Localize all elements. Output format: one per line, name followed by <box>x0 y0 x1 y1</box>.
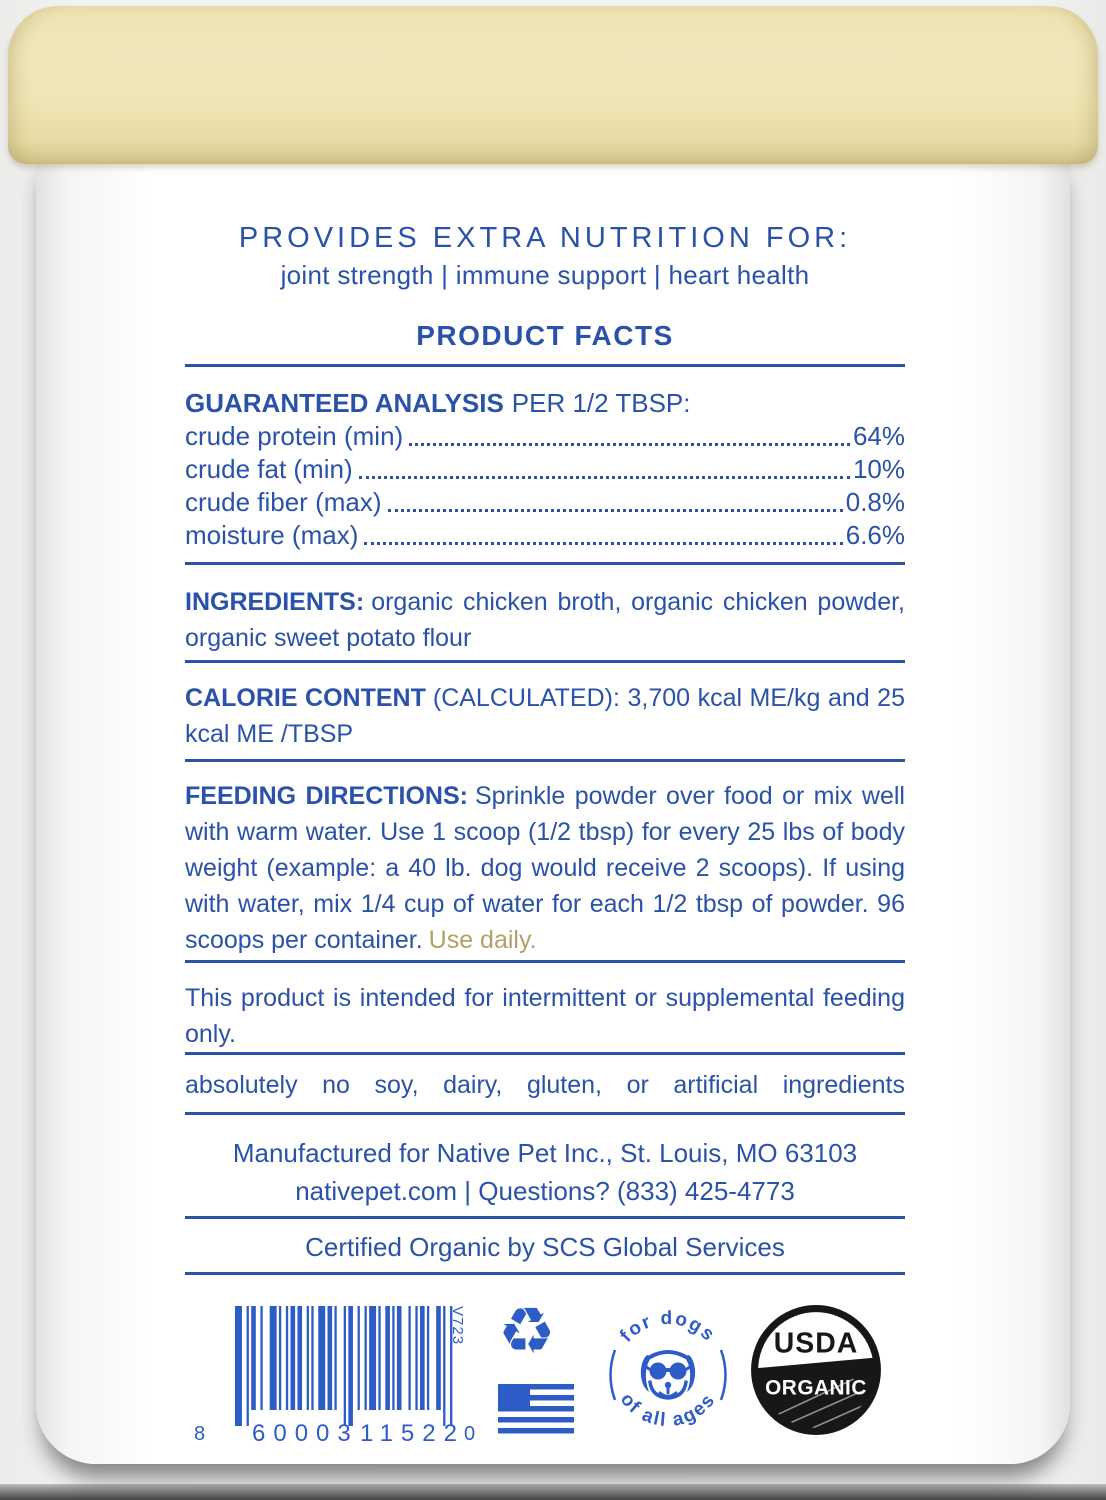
floor-shadow <box>0 1484 1106 1500</box>
dot-leader <box>388 509 843 512</box>
divider <box>185 364 905 367</box>
no-artificial-notice: absolutely no soy, dairy, gluten, or artificial ingredients <box>185 1071 905 1099</box>
divider <box>185 562 905 565</box>
analysis-label: moisture (max) <box>185 520 359 550</box>
divider <box>185 1112 905 1115</box>
contact-line: nativepet.com | Questions? (833) 425-4773 <box>295 1176 795 1206</box>
analysis-row <box>185 453 905 486</box>
barcode-side-code: V723 <box>449 1306 466 1346</box>
divider <box>185 1052 905 1055</box>
barcode-bars <box>212 1302 462 1436</box>
use-daily-highlight: Use daily. <box>428 926 537 954</box>
calorie-content-section <box>185 680 905 752</box>
provides-title: PROVIDES EXTRA NUTRITION FOR: <box>238 222 852 254</box>
analysis-row <box>185 519 905 552</box>
container-lid <box>8 6 1098 164</box>
analysis-row <box>185 486 905 519</box>
for-dogs-of-all-ages-badge <box>598 1294 738 1450</box>
analysis-value: 10% <box>852 454 905 484</box>
dog-badge-bottom-text: of all ages <box>615 1389 721 1432</box>
barcode-right-digit: 0 <box>464 1423 476 1445</box>
ingredients-label: INGREDIENTS: <box>185 588 365 616</box>
divider <box>185 960 905 963</box>
analysis-row <box>185 420 905 453</box>
guaranteed-analysis-heading-suffix: PER 1/2 TBSP: <box>511 388 691 418</box>
manufacturer-block <box>185 1134 905 1210</box>
analysis-value: 6.6% <box>845 520 905 550</box>
feeding-directions-text: Sprinkle powder over food or mix well with warm water. Use 1 scoop (1/2 tbsp) for every 25 lbs of body weight (example: a 40 lb. dog would receive 2 scoops). If using with water, mix 1/4 cup of water for each 1/2 tbsp of powder. 96 scoops per container. <box>185 782 905 954</box>
calorie-content-text: (CALCULATED): 3,700 kcal ME/kg and 25 kcal ME /TBSP <box>185 684 905 748</box>
us-flag-icon <box>498 1384 574 1434</box>
analysis-label: crude fat (min) <box>185 454 353 484</box>
barcode-left-digit: 8 <box>194 1423 206 1445</box>
usda-organic-seal <box>748 1302 884 1438</box>
dot-leader <box>364 542 842 545</box>
feeding-directions-label: FEEDING DIRECTIONS: <box>185 782 468 810</box>
guaranteed-analysis-heading-bold: GUARANTEED ANALYSIS <box>185 388 504 418</box>
ingredients-text: organic chicken broth, organic chicken powder, organic sweet potato flour <box>185 588 905 652</box>
barcode <box>194 1302 476 1448</box>
intermittent-feeding-notice: This product is intended for intermittent or supplemental feeding only. <box>185 984 905 1048</box>
organic-text: ORGANIC <box>765 1376 867 1400</box>
flag-canton <box>498 1384 530 1407</box>
ingredients-section <box>185 584 905 656</box>
divider <box>185 1272 905 1275</box>
calorie-content-label: CALORIE CONTENT <box>185 684 426 712</box>
divider <box>185 660 905 663</box>
barcode-digits-group2: 11522 <box>360 1420 465 1447</box>
product-facts-title: PRODUCT FACTS <box>416 320 674 351</box>
divider <box>185 1216 905 1219</box>
manufacturer-line: Manufactured for Native Pet Inc., St. Louis, MO 63103 <box>232 1138 858 1168</box>
feeding-directions-section <box>185 778 905 958</box>
analysis-value: 64% <box>852 421 905 451</box>
divider <box>185 759 905 762</box>
analysis-value: 0.8% <box>845 487 905 517</box>
guaranteed-analysis-heading <box>185 386 905 420</box>
barcode-digits-group1: 60003 <box>252 1420 359 1447</box>
dog-face-icon <box>641 1352 695 1398</box>
usda-text: USDA <box>773 1327 859 1360</box>
dot-leader <box>359 476 850 479</box>
guaranteed-analysis-section <box>185 386 905 552</box>
analysis-label: crude protein (min) <box>185 421 404 451</box>
dog-badge-top-text: for dogs <box>616 1307 720 1347</box>
certification-line: Certified Organic by SCS Global Services <box>305 1232 785 1262</box>
analysis-label: crude fiber (max) <box>185 487 382 517</box>
dot-leader <box>409 443 850 446</box>
recycle-icon: ♻ <box>498 1295 556 1369</box>
provides-subtitle: joint strength | immune support | heart health <box>280 260 810 290</box>
